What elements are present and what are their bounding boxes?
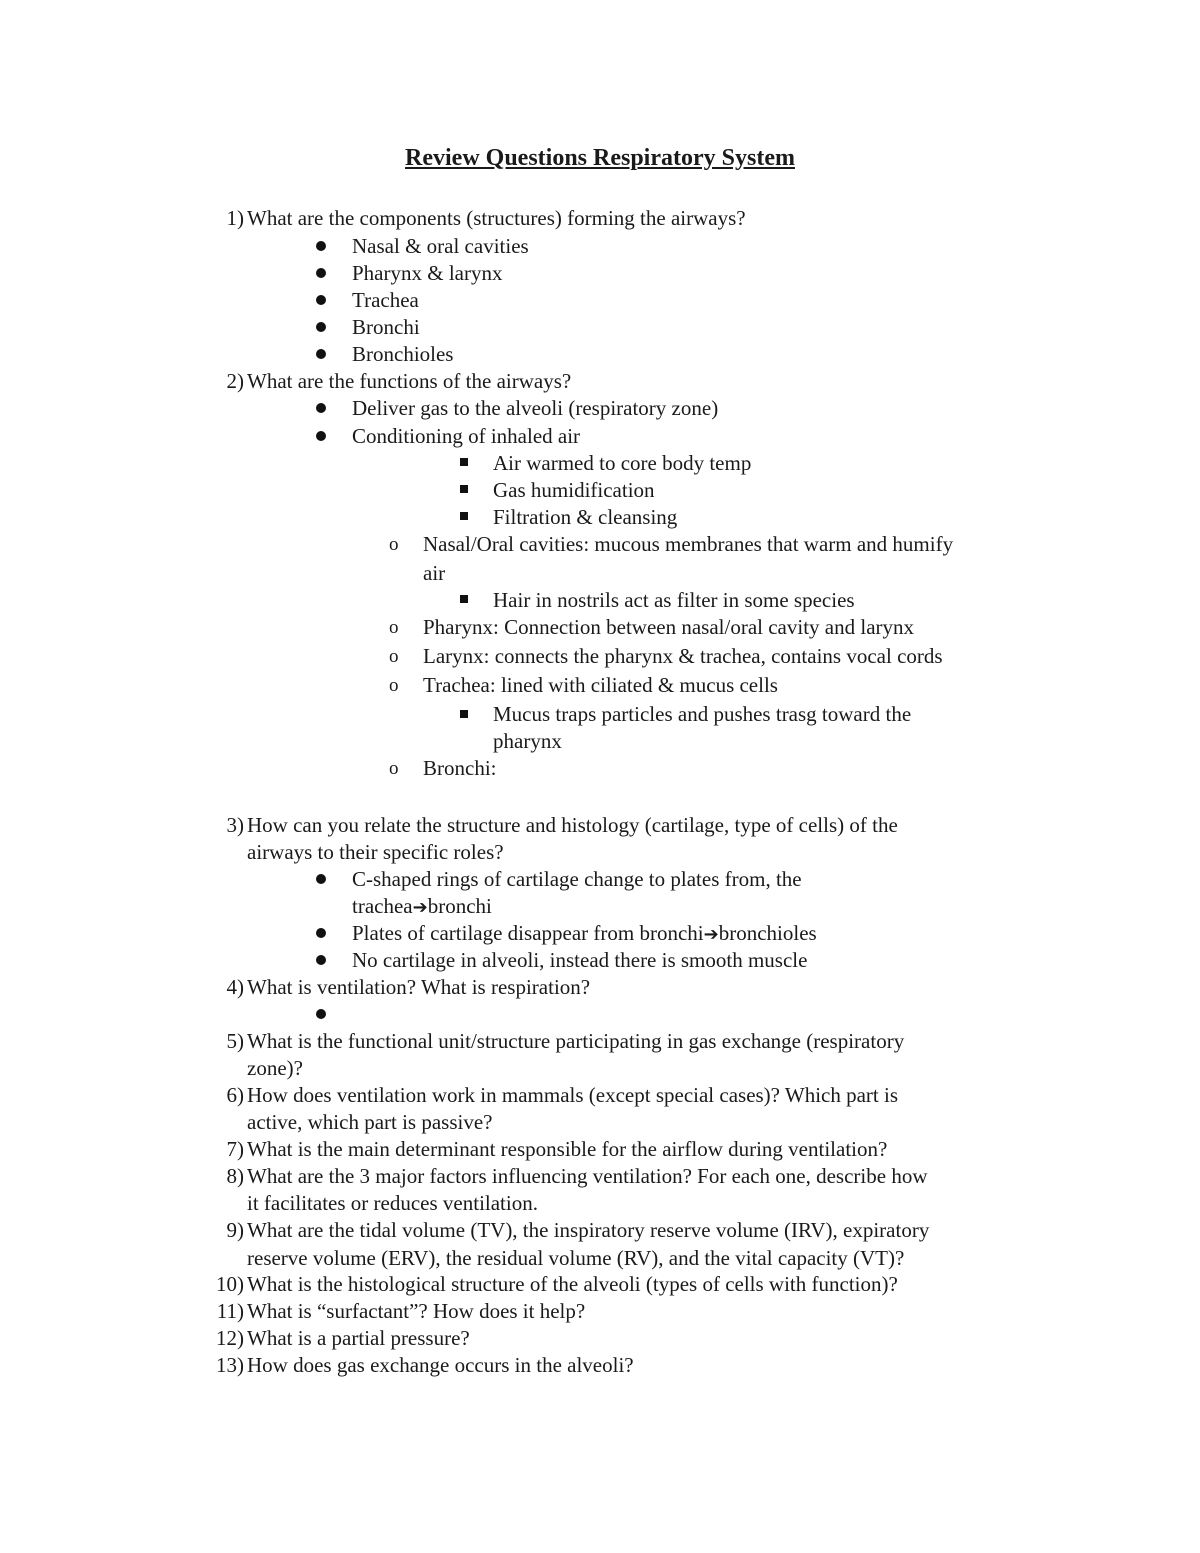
question-number: 10) [216,1272,244,1296]
list-item: Nasal & oral cavities [352,234,529,258]
question-number: 8) [226,1164,244,1188]
question-number: 5) [226,1029,244,1053]
document-title: Review Questions Respiratory System [405,145,795,171]
bullet-icon [316,955,326,965]
bullet-icon [316,322,326,332]
list-item: Nasal/Oral cavities: mucous membranes that warm and humify [423,532,954,556]
question-text-continuation: it facilitates or reduces ventilation. [247,1191,538,1215]
bullet-icon [316,874,326,884]
question-number: 3) [226,813,244,837]
list-item-continuation [352,892,492,922]
square-bullet-icon [460,458,468,466]
arrow-icon: ➔ [412,897,428,918]
bullet-icon [316,928,326,938]
list-item: Hair in nostrils act as filter in some species [493,588,855,612]
list-item: Mucus traps particles and pushes trasg toward the [493,702,912,726]
bullet-icon [316,241,326,251]
list-item: Bronchioles [352,342,454,366]
list-item-text: bronchi [427,894,492,918]
question-number: 12) [216,1326,244,1350]
question-text: What is ventilation? What is respiration? [247,975,591,999]
list-item: C-shaped rings of cartilage change to plates from, the [352,867,802,891]
question-text: What is the histological structure of the alveoli (types of cells with function)? [247,1272,898,1296]
bullet-icon [316,1009,326,1019]
question-text: What are the 3 major factors influencing ventilation? For each one, describe how [247,1164,928,1188]
question-number: 2) [226,369,244,393]
circle-bullet-icon: o [389,617,399,638]
circle-bullet-icon: o [389,758,399,779]
question-text: What are the functions of the airways? [247,369,572,393]
list-item-text: Plates of cartilage disappear from bronchi [352,921,704,945]
list-item: Deliver gas to the alveoli (respiratory zone) [352,396,719,420]
square-bullet-icon [460,710,468,718]
question-text-continuation: airways to their specific roles? [247,840,504,864]
list-item: Filtration & cleansing [493,505,678,529]
list-item: Bronchi [352,315,420,339]
circle-bullet-icon: o [389,646,399,667]
question-number: 13) [216,1353,244,1377]
list-item: Trachea: lined with ciliated & mucus cells [423,673,778,697]
question-text: What is “surfactant”? How does it help? [247,1299,586,1323]
list-item: No cartilage in alveoli, instead there is smooth muscle [352,948,808,972]
question-text: How does ventilation work in mammals (except special cases)? Which part is [247,1083,898,1107]
list-item-continuation: pharynx [493,729,562,753]
question-number: 4) [226,975,244,999]
circle-bullet-icon: o [389,534,399,555]
square-bullet-icon [460,595,468,603]
question-text: What is the functional unit/structure participating in gas exchange (respiratory [247,1029,905,1053]
circle-bullet-icon: o [389,675,399,696]
question-number: 9) [226,1218,244,1242]
list-item: Air warmed to core body temp [493,451,752,475]
list-item: Conditioning of inhaled air [352,424,581,448]
question-text-continuation: zone)? [247,1056,303,1080]
arrow-icon: ➔ [703,924,719,945]
question-text: What are the tidal volume (TV), the inspiratory reserve volume (IRV), expiratory [247,1218,930,1242]
list-item-text: trachea [352,894,413,918]
question-text-continuation: active, which part is passive? [247,1110,493,1134]
list-item: Larynx: connects the pharynx & trachea, contains vocal cords [423,644,943,668]
question-number: 7) [226,1137,244,1161]
list-item: Gas humidification [493,478,655,502]
list-item: Pharynx: Connection between nasal/oral cavity and larynx [423,615,915,639]
bullet-icon [316,349,326,359]
bullet-icon [316,268,326,278]
question-text: What is a partial pressure? [247,1326,470,1350]
bullet-icon [316,295,326,305]
question-number: 6) [226,1083,244,1107]
question-number: 1) [226,206,244,230]
question-text: What are the components (structures) forming the airways? [247,206,746,230]
question-number: 11) [216,1299,244,1323]
list-item-continuation: air [423,561,446,585]
bullet-icon [316,431,326,441]
question-text: What is the main determinant responsible for the airflow during ventilation? [247,1137,888,1161]
list-item: Trachea [352,288,419,312]
square-bullet-icon [460,485,468,493]
list-item [352,919,817,949]
square-bullet-icon [460,512,468,520]
bullet-icon [316,403,326,413]
list-item-text: bronchioles [718,921,817,945]
question-text: How does gas exchange occurs in the alveoli? [247,1353,634,1377]
list-item: Bronchi: [423,756,497,780]
list-item: Pharynx & larynx [352,261,503,285]
question-text: How can you relate the structure and histology (cartilage, type of cells) of the [247,813,898,837]
question-text-continuation: reserve volume (ERV), the residual volume (RV), and the vital capacity (VT)? [247,1246,905,1270]
